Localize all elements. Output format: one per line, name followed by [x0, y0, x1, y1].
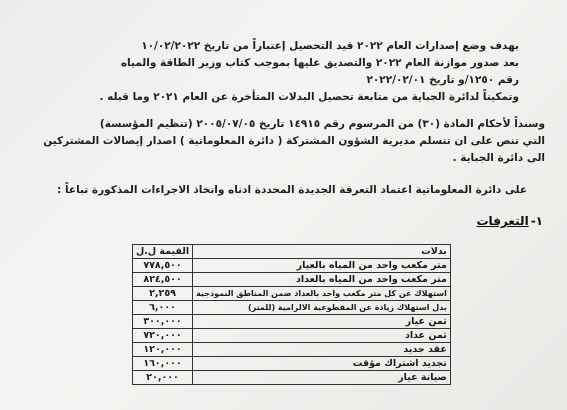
row-description: متر مكعب واحد من المياه بالعداد: [193, 273, 451, 287]
row-description: عقد جديد: [193, 343, 451, 357]
row-description: صيانة عيار: [193, 371, 451, 385]
paragraph-1-line-2: بعد صدور موازنة العام ٢٠٢٢ والتصديق عليها بموجب كتاب وزير الطاقة والمياه: [120, 57, 519, 69]
table-row: [133, 287, 451, 301]
table-row: [133, 273, 451, 287]
row-value: ٦,٠٠٠: [133, 301, 193, 315]
fees-table: [132, 244, 451, 385]
table-row: [133, 315, 451, 329]
paragraph-1-line-1: بهدف وضع إصدارات العام ٢٠٢٢ قيد التحصيل إعتباراً من تاريخ ١٠/٠٢/٢٠٢٢: [141, 40, 519, 52]
paragraph-2-line-2: التي تنص على ان تتسلم مديرية الشؤون المشتركة ( دائرة المعلوماتية ) اصدار إيصالات المشتركين: [43, 135, 545, 147]
fees-table-header-row: [133, 245, 451, 259]
row-value: ٢,٢٥٩: [133, 287, 193, 301]
table-row: [133, 301, 451, 315]
section-heading: [477, 214, 544, 228]
row-description: ثمن عيار: [193, 315, 451, 329]
header-description: بدلات: [193, 245, 451, 259]
row-value: ٧٧٨,٥٠٠: [133, 259, 193, 273]
row-value: ١٦٠,٠٠٠: [133, 357, 193, 371]
row-value: ١٢٠,٠٠٠: [133, 343, 193, 357]
row-description: تجديد اشتراك مؤقت: [193, 357, 451, 371]
paragraph-2-line-3: الى دائرة الجباية .: [452, 152, 545, 164]
section-number: ١-: [530, 214, 543, 228]
table-row: [133, 343, 451, 357]
table-row: [133, 259, 451, 273]
table-row: [133, 329, 451, 343]
row-value: ٢٠,٠٠٠: [133, 371, 193, 385]
paragraph-2-line-1: وسنداً لأحكام المادة (٣٠) من المرسوم رقم ١٤٩١٥ تاريخ ٢٠٠٥/٠٧/٠٥ (تنظيم المؤسسة): [99, 118, 545, 130]
row-value: ٧٢٠,٠٠٠: [133, 329, 193, 343]
table-row: [133, 371, 451, 385]
header-value: القيمة ل.ل: [133, 245, 193, 259]
row-description: ثمن عداد: [193, 329, 451, 343]
paragraph-1-line-4: وتمكيناً لدائرة الجباية من متابعة تحصيل البدلات المتأخرة عن العام ٢٠٢١ وما قبله .: [99, 91, 519, 103]
row-description: بدل استهلاك زيادة عن المقطوعية الالزامية (للمتر): [193, 301, 451, 315]
row-value: ٣٠٠,٠٠٠: [133, 315, 193, 329]
paragraph-1-line-3: رقم ١٢٥٠/و تاريخ ٢٠٢٢/٠٢/٠١: [366, 74, 519, 86]
section-title: التعرفات: [476, 214, 529, 228]
row-value: ٨٢٤,٥٠٠: [133, 273, 193, 287]
row-description: متر مكعب واحد من المياه بالعيار: [193, 259, 451, 273]
table-row: [133, 357, 451, 371]
row-description: استهلاك عن كل متر مكعب واحد بالعداد ضمن المناطق النموذجية: [193, 287, 451, 301]
paragraph-3: على دائرة المعلوماتية اعتماد التعرفة الجديدة المحددة ادناه واتخاذ الاجراءات المذكورة تباعاً :: [57, 184, 527, 196]
